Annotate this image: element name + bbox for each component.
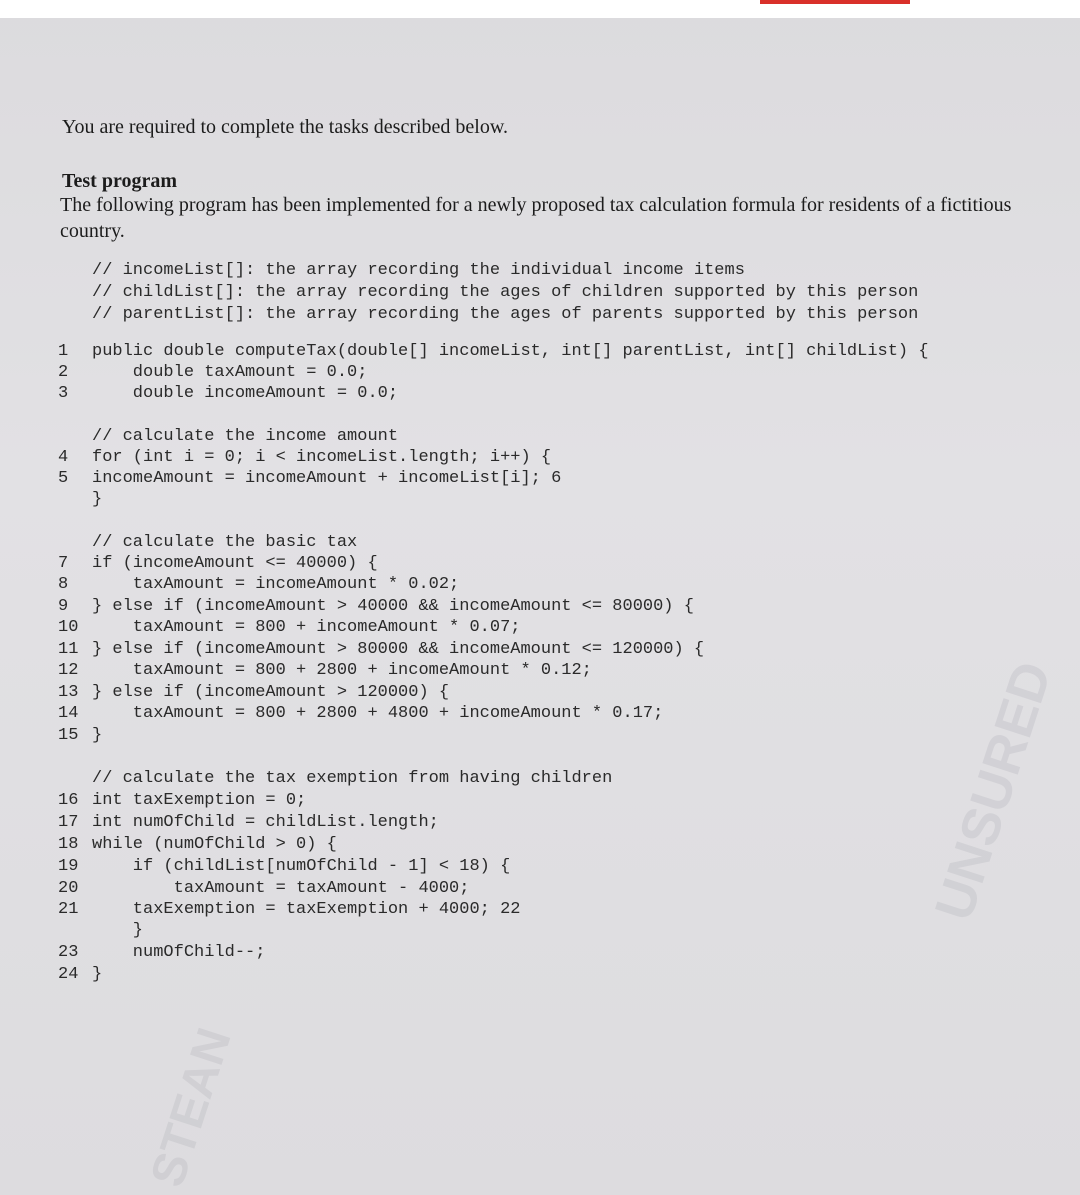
code-line <box>58 553 378 575</box>
line-number: 17 <box>58 813 79 832</box>
code-text: } else if (incomeAmount > 80000 && incomeAmount <= 120000) { <box>92 640 705 659</box>
code-text: numOfChild--; <box>92 943 266 962</box>
line-number: 18 <box>58 835 79 854</box>
line-number: 12 <box>58 661 79 680</box>
line-number: 8 <box>58 575 69 594</box>
code-line <box>58 468 561 490</box>
line-number: 2 <box>58 363 69 382</box>
code-line <box>58 964 102 986</box>
intro-text: You are required to complete the tasks described below. <box>62 116 508 138</box>
red-mark <box>760 0 910 4</box>
watermark-stamp-2: STEAN <box>141 1021 242 1194</box>
watermark-stamp: UNSURED <box>923 654 1064 928</box>
code-text: double taxAmount = 0.0; <box>92 363 368 382</box>
code-text: taxAmount = 800 + 2800 + incomeAmount * 0.12; <box>92 661 592 680</box>
line-number: 24 <box>58 965 79 984</box>
line-number: 14 <box>58 704 79 723</box>
top-edge <box>0 0 1080 18</box>
section-title: Test program <box>62 170 177 192</box>
code-line <box>58 899 520 921</box>
line-number: 11 <box>58 640 79 659</box>
code-text: // calculate the tax exemption from having children <box>92 769 613 788</box>
line-number: 21 <box>58 900 79 919</box>
line-number: 20 <box>58 879 79 898</box>
code-text: } <box>92 490 103 509</box>
line-number: 9 <box>58 597 69 616</box>
code-line <box>58 834 337 856</box>
code-text: // childList[]: the array recording the ages of children supported by this person <box>92 283 919 302</box>
code-text: double incomeAmount = 0.0; <box>92 384 399 403</box>
code-text: // calculate the basic tax <box>92 533 358 552</box>
code-text: } else if (incomeAmount > 120000) { <box>92 683 450 702</box>
code-comment-line <box>58 426 398 448</box>
line-number: 4 <box>58 448 69 467</box>
code-text: int taxExemption = 0; <box>92 791 307 810</box>
code-text: taxAmount = 800 + 2800 + 4800 + incomeAmount * 0.17; <box>92 704 664 723</box>
code-line <box>58 341 929 363</box>
code-text: if (incomeAmount <= 40000) { <box>92 554 378 573</box>
code-text: } <box>92 965 103 984</box>
code-comment-line <box>58 282 918 304</box>
line-number: 7 <box>58 554 69 573</box>
line-number: 15 <box>58 726 79 745</box>
code-text: // calculate the income amount <box>92 427 399 446</box>
code-text: if (childList[numOfChild - 1] < 18) { <box>92 857 511 876</box>
code-text: while (numOfChild > 0) { <box>92 835 337 854</box>
code-line <box>58 596 694 618</box>
code-line <box>58 790 306 812</box>
code-line <box>58 878 469 900</box>
code-text: // incomeList[]: the array recording the individual income items <box>92 261 745 280</box>
code-line <box>58 383 398 405</box>
code-text: for (int i = 0; i < incomeList.length; i++) { <box>92 448 552 467</box>
code-text: taxAmount = taxAmount - 4000; <box>92 879 470 898</box>
code-comment-line <box>58 920 143 942</box>
code-line <box>58 447 551 469</box>
line-number: 5 <box>58 469 69 488</box>
line-number: 1 <box>58 342 69 361</box>
line-number: 10 <box>58 618 79 637</box>
code-line <box>58 703 663 725</box>
code-text: taxAmount = 800 + incomeAmount * 0.07; <box>92 618 521 637</box>
code-comment-line <box>58 489 102 511</box>
line-number: 13 <box>58 683 79 702</box>
code-line <box>58 639 704 661</box>
code-line <box>58 812 439 834</box>
code-text: } <box>92 726 103 745</box>
line-number: 3 <box>58 384 69 403</box>
line-number: 23 <box>58 943 79 962</box>
code-text: } else if (incomeAmount > 40000 && incomeAmount <= 80000) { <box>92 597 694 616</box>
code-line <box>58 617 520 639</box>
description-text: The following program has been implemented for a newly proposed tax calculation formula for residents of a fictitious country. <box>60 194 1012 242</box>
code-text: incomeAmount = incomeAmount + incomeList[i]; 6 <box>92 469 562 488</box>
code-comment-line <box>58 304 918 326</box>
code-line <box>58 362 367 384</box>
code-line <box>58 682 449 704</box>
code-text: // parentList[]: the array recording the ages of parents supported by this person <box>92 305 919 324</box>
code-comment-line <box>58 260 745 282</box>
code-comment-line <box>58 532 357 554</box>
code-line <box>58 856 510 878</box>
line-number: 19 <box>58 857 79 876</box>
code-line <box>58 660 592 682</box>
line-number: 16 <box>58 791 79 810</box>
code-text: int numOfChild = childList.length; <box>92 813 439 832</box>
code-line <box>58 574 459 596</box>
code-text: public double computeTax(double[] incomeList, int[] parentList, int[] childList) { <box>92 342 929 361</box>
code-text: taxAmount = incomeAmount * 0.02; <box>92 575 460 594</box>
code-line <box>58 725 102 747</box>
code-text: } <box>92 921 144 940</box>
code-comment-line <box>58 768 612 790</box>
code-text: taxExemption = taxExemption + 4000; 22 <box>92 900 521 919</box>
code-line <box>58 942 265 964</box>
